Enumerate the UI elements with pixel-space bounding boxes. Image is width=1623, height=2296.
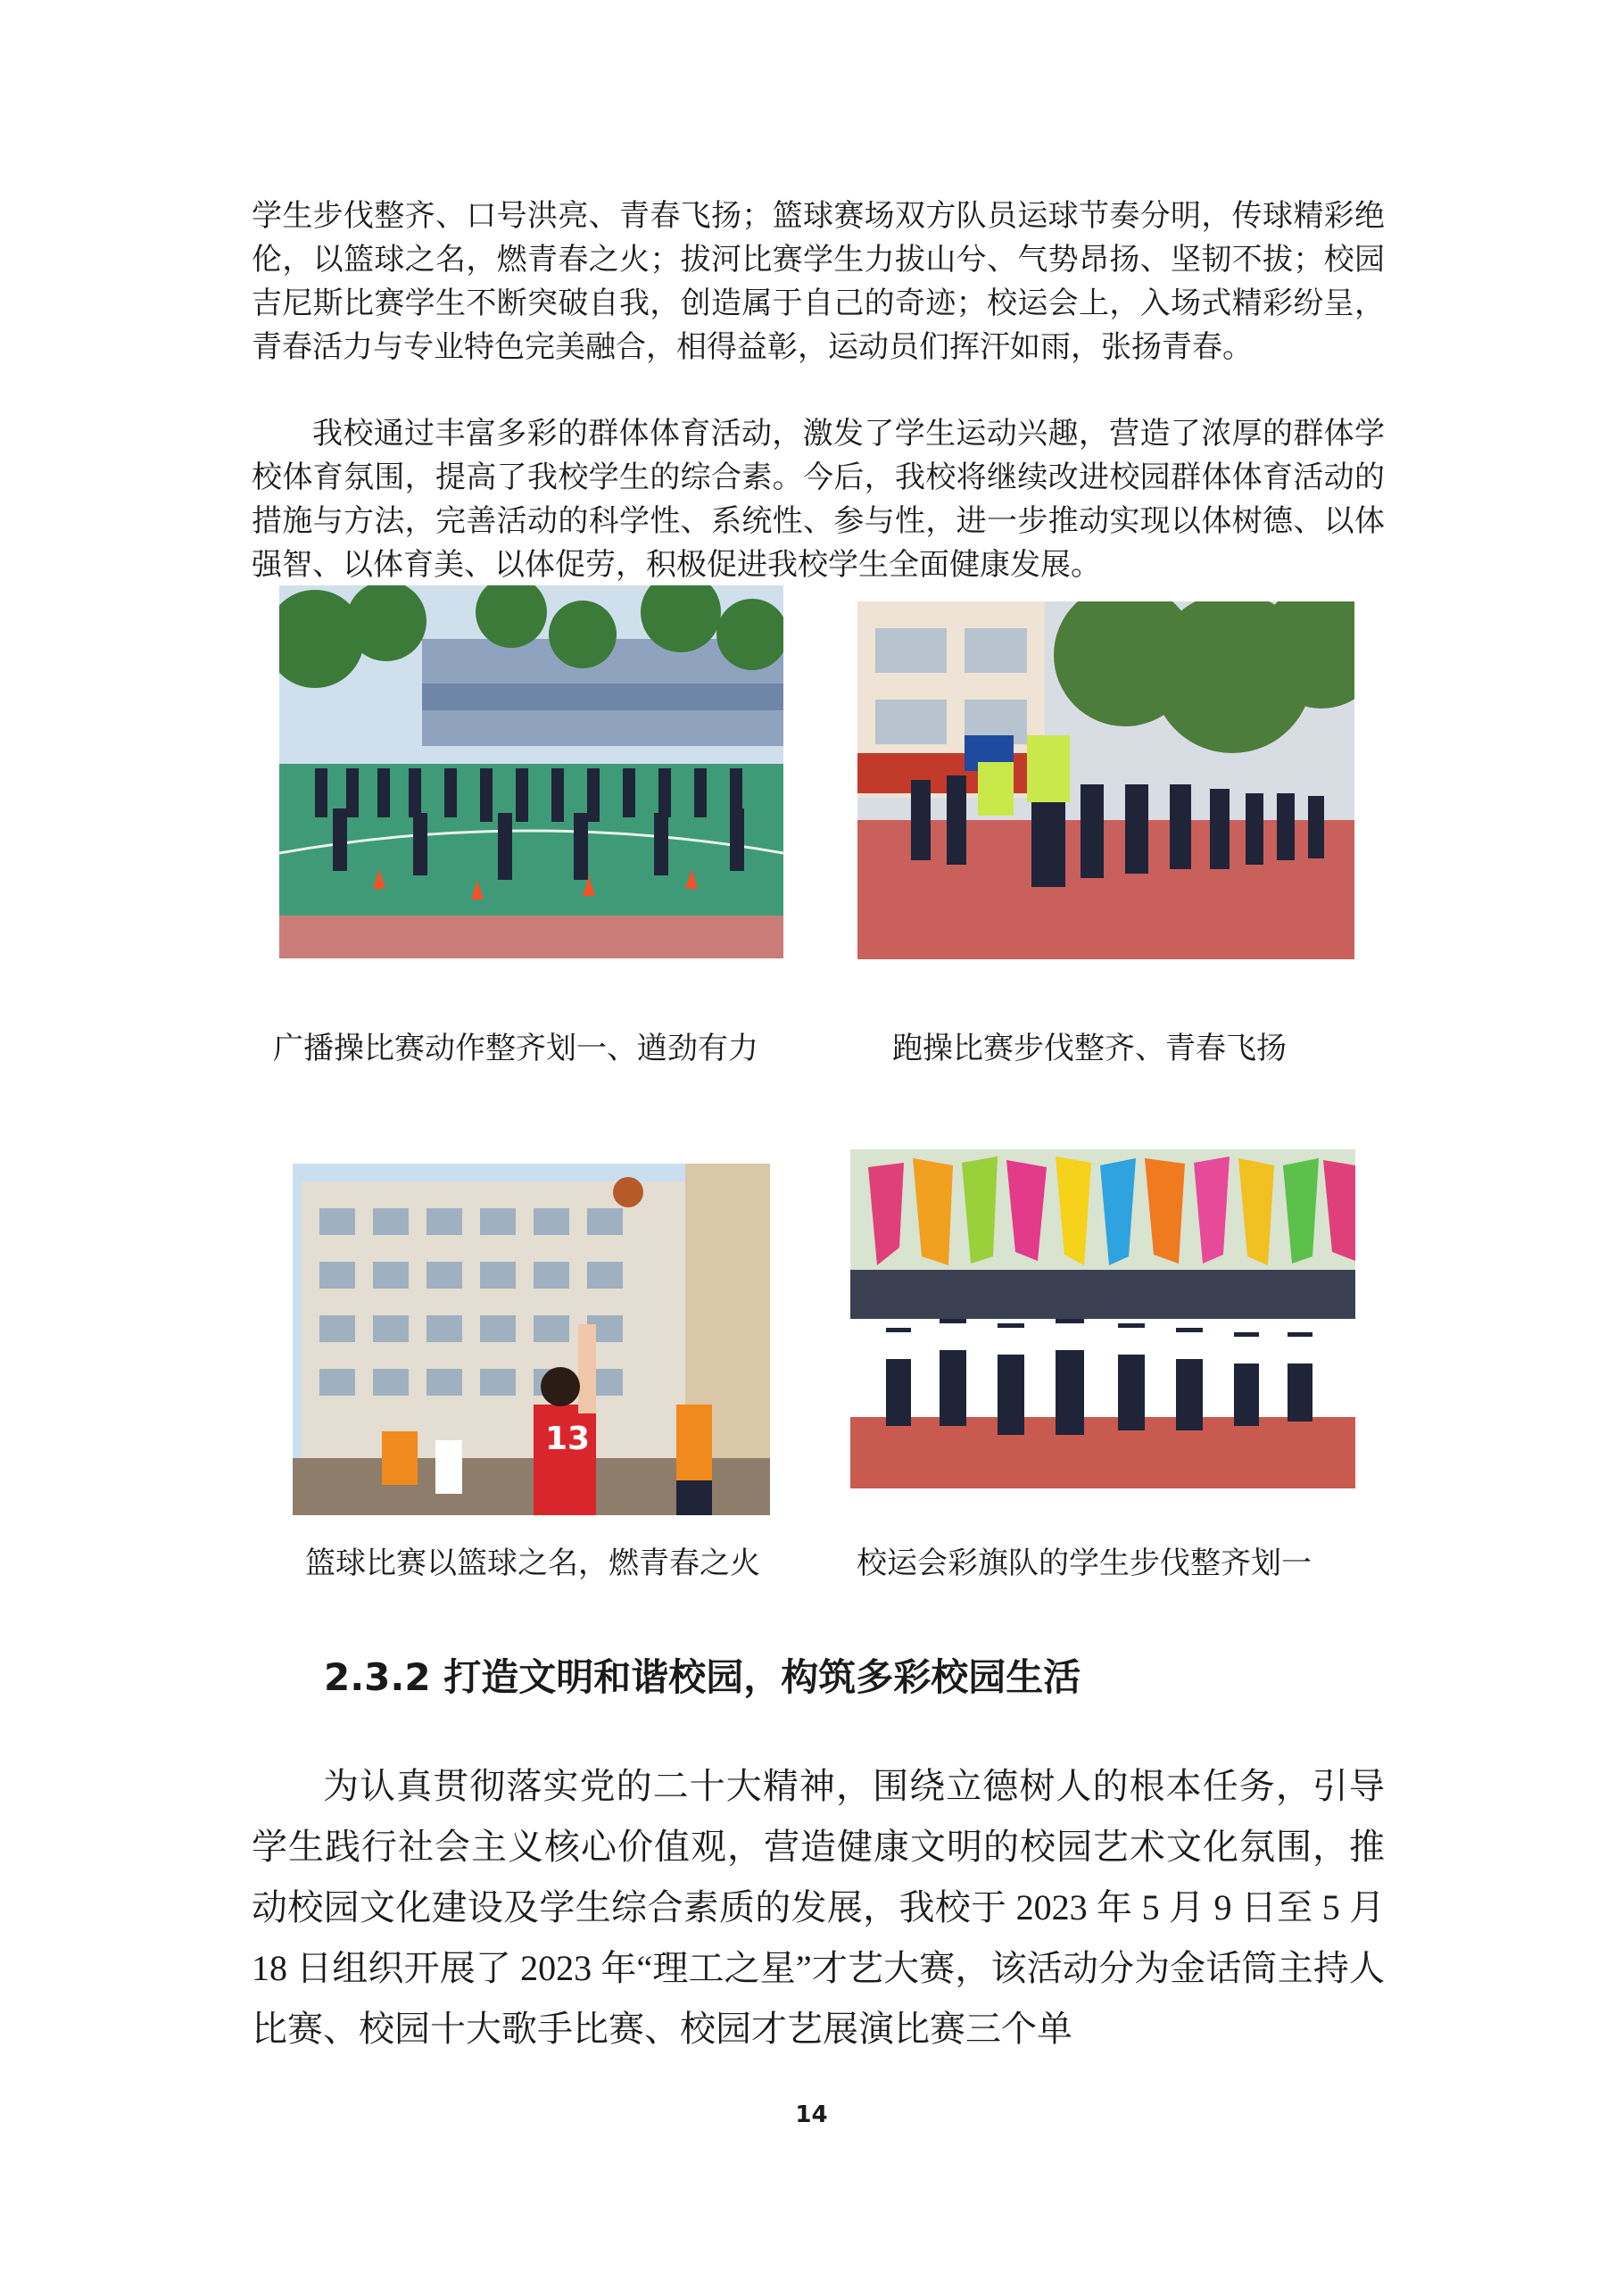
caption-broadcast-exercise: 广播操比赛动作整齐划一、遒劲有力 (273, 1031, 758, 1066)
page-number: 14 (795, 2101, 828, 2128)
photo-broadcast-exercise (279, 585, 783, 958)
paragraph-sports-summary: 我校通过丰富多彩的群体体育活动，激发了学生运动兴趣，营造了浓厚的群体学校体育氛围，提高了我校学生的综合素。今后，我校将继续改进校园群体体育活动的措施与方法，完善活动的科学性、系统性、参与性，进一步推动实现以体树德、以体强智、以体育美、以体促劳，积极促进我校学生全面健康发展。 (252, 416, 1385, 583)
jersey-number: 13 (545, 1421, 591, 1457)
photo-basketball-match (293, 1164, 770, 1515)
paragraph-sports-activities: 学生步伐整齐、口号洪亮、青春飞扬；篮球赛场双方队员运球节奏分明，传球精彩绝伦，以篮球之名，燃青春之火；拔河比赛学生力拔山兮、气势昂扬、坚韧不拔；校园吉尼斯比赛学生不断突破自我，创造属于自己的奇迹；校运会上，入场式精彩纷呈，青春活力与专业特色完美融合，相得益彰，运动员们挥汗如雨，张扬青春。 (252, 198, 1385, 365)
section-heading (324, 1653, 1081, 1703)
caption-flag-team: 校运会彩旗队的学生步伐整齐划一 (857, 1546, 1312, 1581)
paragraph-talent-contest: 为认真贯彻落实党的二十大精神，围绕立德树人的根本任务，引导学生践行社会主义核心价值观，营造健康文明的校园艺术文化氛围，推动校园文化建设及学生综合素质的发展，我校于 2023 年 5 月 9 日至 5 月 18 日组织开展了 2023 年“理工之星”才艺大赛，该活动分为金话筒主持人比赛、校园十大歌手比赛、校园才艺展演比赛三个单 (252, 1766, 1385, 2049)
photo-flag-team (850, 1149, 1355, 1488)
section-number: 2.3.2 (324, 1655, 431, 1699)
caption-running-exercise: 跑操比赛步伐整齐、青春飞扬 (892, 1031, 1287, 1066)
caption-basketball-match: 篮球比赛以篮球之名，燃青春之火 (305, 1546, 760, 1581)
section-title: 打造文明和谐校园，构筑多彩校园生活 (443, 1655, 1081, 1699)
photo-running-exercise (857, 601, 1354, 959)
